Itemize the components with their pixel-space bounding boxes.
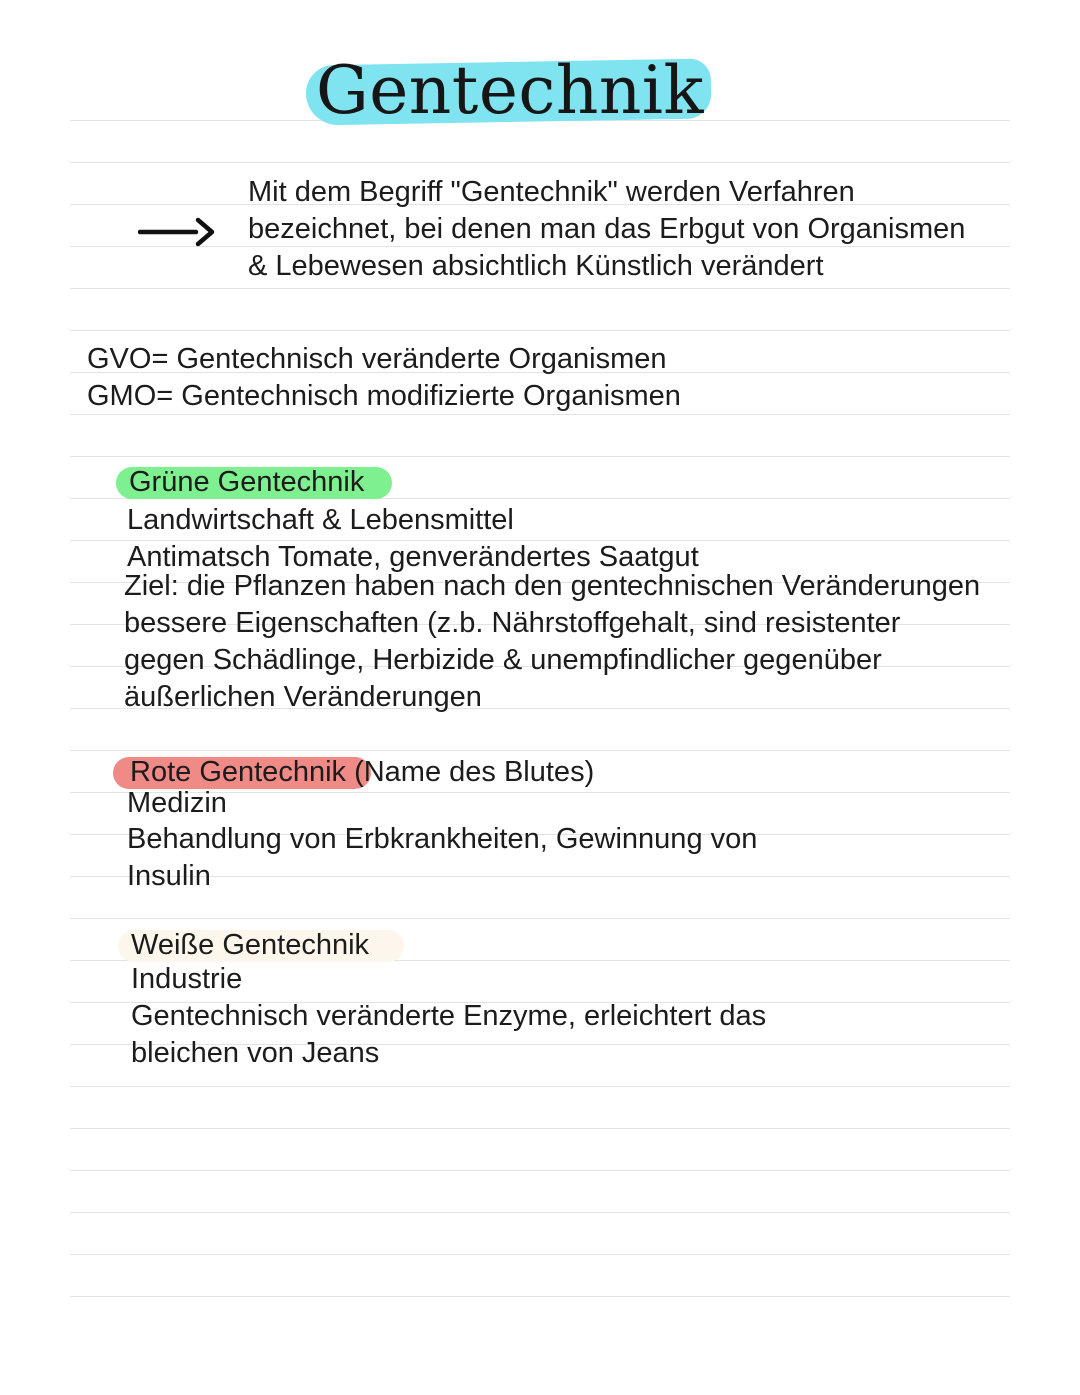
- abbreviations: [87, 341, 681, 415]
- green-goal-line: bessere Eigenschaften (z.b. Nährstoffgehalt, sind resistenter: [124, 607, 901, 639]
- green-goal-line: Ziel: die Pflanzen haben nach den gentechnischen Veränderungen: [124, 570, 981, 602]
- white-example-line: bleichen von Jeans: [131, 1037, 380, 1069]
- red-examples: [127, 821, 757, 895]
- abbreviation-gvo: GVO= Gentechnisch veränderte Organismen: [87, 343, 667, 375]
- white-area: Industrie: [131, 963, 243, 995]
- definition-line: bezeichnet, bei denen man das Erbgut von Organismen: [248, 213, 966, 245]
- green-heading: Grüne Gentechnik: [129, 466, 365, 498]
- page-title: Gentechnik: [316, 52, 704, 129]
- red-example-line: Behandlung von Erbkrankheiten, Gewinnung von: [127, 823, 758, 855]
- white-example-line: Gentechnisch veränderte Enzyme, erleichtert das: [131, 1000, 767, 1032]
- red-heading-note: (Name des Blutes): [354, 756, 595, 788]
- abbreviation-gmo: GMO= Gentechnisch modifizierte Organismen: [87, 380, 681, 412]
- definition-text: [248, 174, 965, 285]
- title-block: [300, 40, 720, 140]
- green-goal-line: äußerlichen Veränderungen: [124, 681, 482, 713]
- definition-line: & Lebewesen absichtlich Künstlich verändert: [248, 250, 824, 282]
- white-examples: [131, 998, 766, 1072]
- red-heading: Rote Gentechnik: [130, 756, 347, 788]
- red-example-line: Insulin: [127, 860, 211, 892]
- white-heading: Weiße Gentechnik: [131, 929, 370, 961]
- green-area: Landwirtschaft & Lebensmittel: [127, 504, 514, 536]
- green-goal-line: gegen Schädlinge, Herbizide & unempfindlicher gegenüber: [124, 644, 882, 676]
- green-goal: [124, 568, 980, 716]
- green-examples: Antimatsch Tomate, genverändertes Saatgut: [127, 541, 699, 573]
- arrow-right-icon: [138, 212, 218, 252]
- red-area: Medizin: [127, 787, 227, 819]
- definition-line: Mit dem Begriff "Gentechnik" werden Verfahren: [248, 176, 855, 208]
